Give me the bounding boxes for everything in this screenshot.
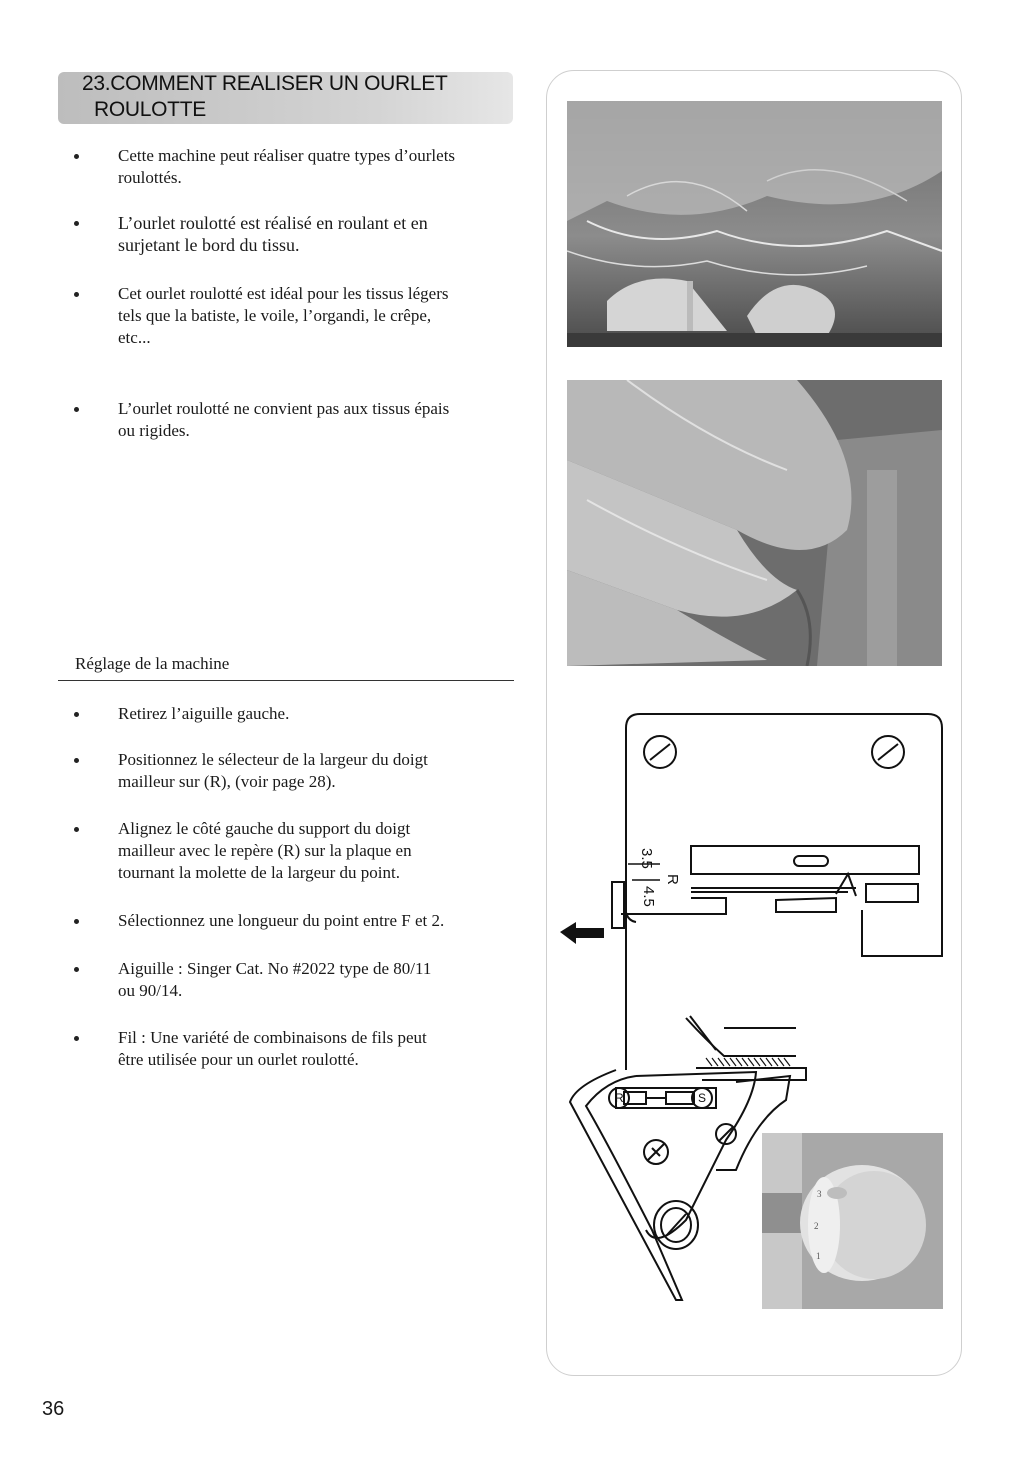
section-title-line-1: 23.COMMENT REALISER UN OURLET xyxy=(82,72,448,95)
bullet-text-line: etc... xyxy=(118,328,151,347)
bullet-text-line: Aiguille : Singer Cat. No #2022 type de 80/11 xyxy=(118,959,432,978)
bullet-dot xyxy=(74,1036,79,1041)
intro-bullet-4 xyxy=(74,398,504,442)
bullet-text-line: roulottés. xyxy=(118,168,182,187)
page-number: 36 xyxy=(42,1398,65,1420)
dial-mark-1: 3 xyxy=(817,1189,822,1199)
scale-mark-35: 3.5 xyxy=(638,848,655,869)
bullet-text-line: ou 90/14. xyxy=(118,981,183,1000)
bullet-dot xyxy=(74,292,79,297)
settings-bullet-6 xyxy=(74,1027,504,1071)
bullet-dot xyxy=(74,407,79,412)
bullet-text-line: tels que la batiste, le voile, l’organdi, le crêpe, xyxy=(118,306,432,325)
bullet-text-line: mailleur avec le repère (R) sur la plaque en xyxy=(118,841,412,860)
bullet-dot xyxy=(74,712,79,717)
bullet-dot xyxy=(74,967,79,972)
bullet-text-line: L’ourlet roulotté est réalisé en roulant et en xyxy=(118,213,428,233)
bullet-dot xyxy=(74,827,79,832)
intro-bullet-3 xyxy=(74,283,504,349)
label-s: S xyxy=(698,1091,707,1105)
dial-mark-3: 1 xyxy=(816,1251,821,1261)
bullet-text-line: L’ourlet roulotté ne convient pas aux tissus épais xyxy=(118,399,450,418)
photo-width-dial xyxy=(762,1133,943,1309)
dial-mark-2: 2 xyxy=(814,1221,819,1231)
intro-bullet-2 xyxy=(74,212,504,256)
photo-fabric-hem xyxy=(567,380,942,666)
bullet-dot xyxy=(74,758,79,763)
settings-bullet-4 xyxy=(74,910,504,932)
bullet-text-line: Cette machine peut réaliser quatre types d’ourlets xyxy=(118,146,456,165)
bullet-text-line: surjetant le bord du tissu. xyxy=(118,235,300,255)
photo-dress-hem xyxy=(567,101,942,347)
bullet-dot xyxy=(74,919,79,924)
bullet-text-line: Alignez le côté gauche du support du doigt xyxy=(118,819,411,838)
bullet-text-line: tournant la molette de la largeur du point. xyxy=(118,863,400,882)
bullet-text-line: ou rigides. xyxy=(118,421,190,440)
settings-bullet-5 xyxy=(74,958,504,1002)
settings-bullet-2 xyxy=(74,749,504,793)
settings-heading: Réglage de la machine xyxy=(75,654,230,673)
settings-divider xyxy=(58,680,514,681)
bullet-dot xyxy=(74,221,79,226)
section-title-line-2: ROULOTTE xyxy=(94,98,206,121)
bullet-text-line: Fil : Une variété de combinaisons de fils peut xyxy=(118,1028,427,1047)
intro-bullet-1 xyxy=(74,145,504,189)
left-arrow-icon xyxy=(560,922,604,944)
bullet-text-line: Positionnez le sélecteur de la largeur du doigt xyxy=(118,750,428,769)
bullet-text-line: Retirez l’aiguille gauche. xyxy=(118,704,290,723)
settings-bullet-3 xyxy=(74,818,504,884)
bullet-text-line: être utilisée pour un ourlet roulotté. xyxy=(118,1050,359,1069)
label-r: R xyxy=(615,1091,624,1105)
scale-mark-45: 4.5 xyxy=(640,886,657,907)
bullet-text-line: Sélectionnez une longueur du point entre F et 2. xyxy=(118,911,445,930)
scale-mark-r: R xyxy=(664,874,681,885)
bullet-dot xyxy=(74,154,79,159)
bullet-text-line: Cet ourlet roulotté est idéal pour les tissus légers xyxy=(118,284,449,303)
bullet-text-line: mailleur sur (R), (voir page 28). xyxy=(118,772,336,791)
settings-bullet-1 xyxy=(74,703,504,725)
